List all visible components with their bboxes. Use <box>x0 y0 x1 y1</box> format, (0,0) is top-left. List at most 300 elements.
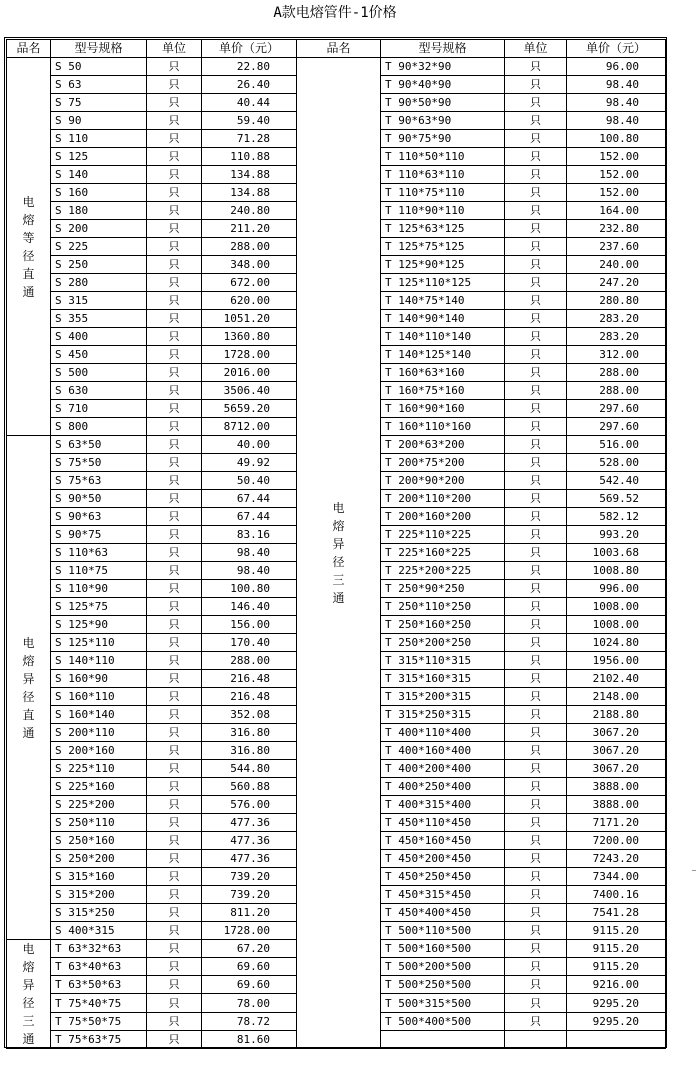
unit-cell: 只 <box>147 472 202 490</box>
spec-cell: T 125*63*125 <box>381 220 505 238</box>
spec-cell: T 110*75*110 <box>381 184 505 202</box>
price-cell: 1008.00 <box>567 598 666 616</box>
spec-cell: S 140*110 <box>51 652 147 670</box>
header-spec-2: 型号规格 <box>381 40 505 58</box>
spec-cell: T 63*50*63 <box>51 976 147 994</box>
spec-cell: T 200*110*200 <box>381 490 505 508</box>
spec-cell: T 90*40*90 <box>381 76 505 94</box>
category-label: 电熔异径直通 <box>22 635 35 740</box>
spec-cell: S 160*90 <box>51 670 147 688</box>
spec-cell: T 75*63*75 <box>51 1030 147 1048</box>
spec-cell: S 315*200 <box>51 886 147 904</box>
price-cell: 69.60 <box>202 976 297 994</box>
unit-cell: 只 <box>505 436 567 454</box>
spec-cell: S 180 <box>51 202 147 220</box>
spec-cell: T 500*250*500 <box>381 976 505 994</box>
spec-cell: T 160*90*160 <box>381 400 505 418</box>
spec-cell: S 250*160 <box>51 832 147 850</box>
unit-cell: 只 <box>147 616 202 634</box>
unit-cell: 只 <box>505 958 567 976</box>
price-cell: 134.88 <box>202 184 297 202</box>
unit-cell: 只 <box>147 94 202 112</box>
header-unit: 单位 <box>147 40 202 58</box>
price-cell: 811.20 <box>202 904 297 922</box>
unit-cell: 只 <box>147 760 202 778</box>
unit-cell: 只 <box>147 922 202 940</box>
price-cell: 9115.20 <box>567 922 666 940</box>
spec-cell: T 125*90*125 <box>381 256 505 274</box>
price-cell: 1728.00 <box>202 922 297 940</box>
spec-cell: T 125*75*125 <box>381 238 505 256</box>
unit-cell: 只 <box>147 1012 202 1030</box>
price-cell: 516.00 <box>567 436 666 454</box>
unit-cell: 只 <box>505 598 567 616</box>
spec-cell: S 800 <box>51 418 147 436</box>
unit-cell: 只 <box>505 184 567 202</box>
price-cell: 7171.20 <box>567 814 666 832</box>
spec-cell: T 315*160*315 <box>381 670 505 688</box>
unit-cell: 只 <box>505 706 567 724</box>
price-cell: 152.00 <box>567 148 666 166</box>
spec-cell: S 90 <box>51 112 147 130</box>
price-cell: 237.60 <box>567 238 666 256</box>
price-cell: 1008.00 <box>567 616 666 634</box>
unit-cell: 只 <box>147 400 202 418</box>
spec-cell: S 500 <box>51 364 147 382</box>
spec-cell: T 400*200*400 <box>381 760 505 778</box>
price-cell: 576.00 <box>202 796 297 814</box>
spec-cell: T 200*75*200 <box>381 454 505 472</box>
price-cell: 582.12 <box>567 508 666 526</box>
spec-cell: S 400 <box>51 328 147 346</box>
unit-cell: 只 <box>505 742 567 760</box>
unit-cell: 只 <box>505 166 567 184</box>
price-cell: 7200.00 <box>567 832 666 850</box>
category-cell <box>7 940 51 1049</box>
unit-cell: 只 <box>505 652 567 670</box>
unit-cell: 只 <box>505 202 567 220</box>
spec-cell: T 125*110*125 <box>381 274 505 292</box>
unit-cell: 只 <box>505 814 567 832</box>
unit-cell: 只 <box>505 310 567 328</box>
spec-cell: S 355 <box>51 310 147 328</box>
spec-cell: T 315*200*315 <box>381 688 505 706</box>
unit-cell: 只 <box>505 796 567 814</box>
price-cell: 9216.00 <box>567 976 666 994</box>
unit-cell: 只 <box>147 562 202 580</box>
price-sheet <box>4 37 667 1048</box>
price-cell: 50.40 <box>202 472 297 490</box>
unit-cell: 只 <box>147 1030 202 1048</box>
price-cell: 100.80 <box>567 130 666 148</box>
spec-cell: S 110*63 <box>51 544 147 562</box>
unit-cell: 只 <box>505 148 567 166</box>
spec-cell: S 75*50 <box>51 454 147 472</box>
spec-cell: T 500*110*500 <box>381 922 505 940</box>
unit-cell: 只 <box>147 238 202 256</box>
price-cell: 477.36 <box>202 814 297 832</box>
unit-cell: 只 <box>505 418 567 436</box>
unit-cell: 只 <box>505 256 567 274</box>
empty-cell <box>381 1030 505 1048</box>
category-label: 电熔异径三通 <box>22 942 35 1046</box>
spec-cell: T 250*200*250 <box>381 634 505 652</box>
unit-cell: 只 <box>147 832 202 850</box>
unit-cell: 只 <box>505 328 567 346</box>
unit-cell: 只 <box>505 130 567 148</box>
price-cell: 993.20 <box>567 526 666 544</box>
unit-cell: 只 <box>147 652 202 670</box>
header-price: 单价（元） <box>202 40 297 58</box>
price-cell: 2148.00 <box>567 688 666 706</box>
price-cell: 288.00 <box>202 238 297 256</box>
unit-cell: 只 <box>505 220 567 238</box>
unit-cell: 只 <box>505 868 567 886</box>
unit-cell: 只 <box>147 454 202 472</box>
unit-cell: 只 <box>505 454 567 472</box>
price-cell: 26.40 <box>202 76 297 94</box>
price-cell: 134.88 <box>202 166 297 184</box>
spec-cell: T 450*160*450 <box>381 832 505 850</box>
price-cell: 672.00 <box>202 274 297 292</box>
spec-cell: S 140 <box>51 166 147 184</box>
unit-cell: 只 <box>505 688 567 706</box>
spec-cell: S 125*90 <box>51 616 147 634</box>
unit-cell: 只 <box>505 994 567 1012</box>
unit-cell: 只 <box>147 346 202 364</box>
spec-cell: S 200*110 <box>51 724 147 742</box>
spec-cell: S 90*50 <box>51 490 147 508</box>
price-cell: 2188.80 <box>567 706 666 724</box>
spec-cell: S 225*160 <box>51 778 147 796</box>
unit-cell: 只 <box>147 706 202 724</box>
spec-cell: T 500*400*500 <box>381 1012 505 1030</box>
price-cell: 98.40 <box>202 544 297 562</box>
spec-cell: T 140*125*140 <box>381 346 505 364</box>
price-cell: 348.00 <box>202 256 297 274</box>
unit-cell: 只 <box>147 670 202 688</box>
spec-cell: T 225*160*225 <box>381 544 505 562</box>
price-cell: 288.00 <box>567 382 666 400</box>
price-cell: 7541.28 <box>567 904 666 922</box>
price-cell: 288.00 <box>202 652 297 670</box>
spec-cell: S 315*250 <box>51 904 147 922</box>
spec-cell: T 250*160*250 <box>381 616 505 634</box>
spec-cell: S 125*75 <box>51 598 147 616</box>
spec-cell: S 160*140 <box>51 706 147 724</box>
price-cell: 569.52 <box>567 490 666 508</box>
price-cell: 71.28 <box>202 130 297 148</box>
price-cell: 2102.40 <box>567 670 666 688</box>
price-cell: 232.80 <box>567 220 666 238</box>
unit-cell: 只 <box>147 724 202 742</box>
price-cell: 477.36 <box>202 850 297 868</box>
price-cell: 3888.00 <box>567 778 666 796</box>
spec-cell: T 110*50*110 <box>381 148 505 166</box>
spec-cell: S 450 <box>51 346 147 364</box>
spec-cell: S 110 <box>51 130 147 148</box>
unit-cell: 只 <box>505 238 567 256</box>
unit-cell: 只 <box>147 436 202 454</box>
price-cell: 110.88 <box>202 148 297 166</box>
price-cell: 1024.80 <box>567 634 666 652</box>
unit-cell: 只 <box>505 562 567 580</box>
unit-cell: 只 <box>505 580 567 598</box>
spec-cell: S 225*110 <box>51 760 147 778</box>
unit-cell: 只 <box>147 184 202 202</box>
spec-cell: S 63*50 <box>51 436 147 454</box>
unit-cell: 只 <box>147 796 202 814</box>
spec-cell: T 315*250*315 <box>381 706 505 724</box>
spec-cell: T 500*315*500 <box>381 994 505 1012</box>
price-cell: 316.80 <box>202 724 297 742</box>
spec-cell: S 90*63 <box>51 508 147 526</box>
price-cell: 40.44 <box>202 94 297 112</box>
spec-cell: T 450*110*450 <box>381 814 505 832</box>
unit-cell: 只 <box>147 850 202 868</box>
category-cell-right <box>297 58 381 1049</box>
spec-cell: S 110*75 <box>51 562 147 580</box>
price-cell: 81.60 <box>202 1030 297 1048</box>
unit-cell: 只 <box>505 922 567 940</box>
spec-cell: S 200*160 <box>51 742 147 760</box>
unit-cell: 只 <box>147 544 202 562</box>
unit-cell: 只 <box>147 814 202 832</box>
price-cell: 316.80 <box>202 742 297 760</box>
price-cell: 98.40 <box>567 94 666 112</box>
unit-cell: 只 <box>147 598 202 616</box>
price-cell: 22.80 <box>202 58 297 76</box>
unit-cell: 只 <box>505 94 567 112</box>
category-cell <box>7 58 51 436</box>
price-cell: 297.60 <box>567 400 666 418</box>
unit-cell: 只 <box>505 364 567 382</box>
spec-cell: S 200 <box>51 220 147 238</box>
price-cell: 164.00 <box>567 202 666 220</box>
header-spec: 型号规格 <box>51 40 147 58</box>
unit-cell: 只 <box>505 850 567 868</box>
spec-cell: T 500*200*500 <box>381 958 505 976</box>
price-cell: 96.00 <box>567 58 666 76</box>
header-row <box>7 40 666 58</box>
spec-cell: S 630 <box>51 382 147 400</box>
unit-cell: 只 <box>505 670 567 688</box>
price-cell: 170.40 <box>202 634 297 652</box>
price-cell: 560.88 <box>202 778 297 796</box>
spec-cell: T 90*50*90 <box>381 94 505 112</box>
price-cell: 297.60 <box>567 418 666 436</box>
price-cell: 247.20 <box>567 274 666 292</box>
price-cell: 216.48 <box>202 688 297 706</box>
spec-cell: T 500*160*500 <box>381 940 505 958</box>
spec-cell: S 250 <box>51 256 147 274</box>
table-row <box>7 58 666 76</box>
header-unit-2: 单位 <box>505 40 567 58</box>
spec-cell: S 400*315 <box>51 922 147 940</box>
price-cell: 100.80 <box>202 580 297 598</box>
spec-cell: S 315 <box>51 292 147 310</box>
unit-cell: 只 <box>147 526 202 544</box>
unit-cell: 只 <box>505 400 567 418</box>
spec-cell: S 75 <box>51 94 147 112</box>
price-cell: 3506.40 <box>202 382 297 400</box>
spec-cell: T 450*250*450 <box>381 868 505 886</box>
spec-cell: T 400*110*400 <box>381 724 505 742</box>
unit-cell: 只 <box>147 364 202 382</box>
unit-cell: 只 <box>147 148 202 166</box>
unit-cell: 只 <box>147 220 202 238</box>
spec-cell: T 110*90*110 <box>381 202 505 220</box>
price-cell: 8712.00 <box>202 418 297 436</box>
header-product-name: 品名 <box>7 40 51 58</box>
unit-cell: 只 <box>147 256 202 274</box>
price-cell: 240.80 <box>202 202 297 220</box>
price-cell: 528.00 <box>567 454 666 472</box>
spec-cell: S 160 <box>51 184 147 202</box>
unit-cell: 只 <box>505 292 567 310</box>
price-cell: 1956.00 <box>567 652 666 670</box>
price-cell: 996.00 <box>567 580 666 598</box>
spec-cell: S 315*160 <box>51 868 147 886</box>
price-cell: 620.00 <box>202 292 297 310</box>
unit-cell: 只 <box>147 202 202 220</box>
empty-cell <box>505 1030 567 1048</box>
price-cell: 9295.20 <box>567 1012 666 1030</box>
price-cell: 542.40 <box>567 472 666 490</box>
spec-cell: S 710 <box>51 400 147 418</box>
price-cell: 280.80 <box>567 292 666 310</box>
spec-cell: S 110*90 <box>51 580 147 598</box>
spec-cell: T 400*160*400 <box>381 742 505 760</box>
price-cell: 40.00 <box>202 436 297 454</box>
price-cell: 9115.20 <box>567 958 666 976</box>
unit-cell: 只 <box>505 616 567 634</box>
unit-cell: 只 <box>505 382 567 400</box>
unit-cell: 只 <box>505 490 567 508</box>
price-cell: 739.20 <box>202 868 297 886</box>
page-edge-mark <box>692 870 696 871</box>
spec-cell: T 400*250*400 <box>381 778 505 796</box>
spec-cell: S 280 <box>51 274 147 292</box>
spec-cell: T 225*110*225 <box>381 526 505 544</box>
price-cell: 9295.20 <box>567 994 666 1012</box>
spec-cell: S 90*75 <box>51 526 147 544</box>
unit-cell: 只 <box>505 886 567 904</box>
price-cell: 5659.20 <box>202 400 297 418</box>
price-cell: 283.20 <box>567 328 666 346</box>
price-cell: 1360.80 <box>202 328 297 346</box>
price-cell: 98.40 <box>202 562 297 580</box>
price-cell: 83.16 <box>202 526 297 544</box>
spec-cell: T 160*75*160 <box>381 382 505 400</box>
price-cell: 312.00 <box>567 346 666 364</box>
price-cell: 146.40 <box>202 598 297 616</box>
price-cell: 9115.20 <box>567 940 666 958</box>
spec-cell: S 75*63 <box>51 472 147 490</box>
unit-cell: 只 <box>147 580 202 598</box>
unit-cell: 只 <box>147 418 202 436</box>
unit-cell: 只 <box>505 472 567 490</box>
price-cell: 544.80 <box>202 760 297 778</box>
price-cell: 7344.00 <box>567 868 666 886</box>
unit-cell: 只 <box>147 634 202 652</box>
spec-cell: T 110*63*110 <box>381 166 505 184</box>
spec-cell: T 400*315*400 <box>381 796 505 814</box>
spec-cell: T 75*50*75 <box>51 1012 147 1030</box>
price-cell: 477.36 <box>202 832 297 850</box>
unit-cell: 只 <box>147 274 202 292</box>
unit-cell: 只 <box>505 778 567 796</box>
unit-cell: 只 <box>505 76 567 94</box>
spec-cell: S 250*110 <box>51 814 147 832</box>
spec-cell: T 200*63*200 <box>381 436 505 454</box>
price-cell: 67.44 <box>202 490 297 508</box>
unit-cell: 只 <box>505 1012 567 1030</box>
spec-cell: S 250*200 <box>51 850 147 868</box>
price-cell: 3067.20 <box>567 760 666 778</box>
spec-cell: S 125 <box>51 148 147 166</box>
spec-cell: T 450*315*450 <box>381 886 505 904</box>
spec-cell: T 63*32*63 <box>51 940 147 958</box>
unit-cell: 只 <box>505 904 567 922</box>
spec-cell: S 125*110 <box>51 634 147 652</box>
price-cell: 156.00 <box>202 616 297 634</box>
unit-cell: 只 <box>505 58 567 76</box>
price-cell: 211.20 <box>202 220 297 238</box>
unit-cell: 只 <box>147 742 202 760</box>
unit-cell: 只 <box>147 328 202 346</box>
price-cell: 352.08 <box>202 706 297 724</box>
unit-cell: 只 <box>505 508 567 526</box>
price-cell: 98.40 <box>567 76 666 94</box>
unit-cell: 只 <box>147 994 202 1012</box>
unit-cell: 只 <box>147 292 202 310</box>
category-label: 电熔异径三通 <box>332 501 345 605</box>
spec-cell: S 160*110 <box>51 688 147 706</box>
price-cell: 152.00 <box>567 166 666 184</box>
unit-cell: 只 <box>147 76 202 94</box>
spec-cell: T 90*75*90 <box>381 130 505 148</box>
unit-cell: 只 <box>147 868 202 886</box>
spec-cell: T 63*40*63 <box>51 958 147 976</box>
price-cell: 98.40 <box>567 112 666 130</box>
unit-cell: 只 <box>505 724 567 742</box>
price-cell: 3888.00 <box>567 796 666 814</box>
price-cell: 67.20 <box>202 940 297 958</box>
price-cell: 7400.16 <box>567 886 666 904</box>
table-body <box>7 58 666 1049</box>
price-cell: 67.44 <box>202 508 297 526</box>
unit-cell: 只 <box>505 346 567 364</box>
header-product-name-2: 品名 <box>297 40 381 58</box>
empty-cell <box>567 1030 666 1048</box>
spec-cell: T 250*110*250 <box>381 598 505 616</box>
unit-cell: 只 <box>147 976 202 994</box>
spec-cell: S 63 <box>51 76 147 94</box>
spec-cell: S 50 <box>51 58 147 76</box>
unit-cell: 只 <box>147 904 202 922</box>
price-cell: 1728.00 <box>202 346 297 364</box>
spec-cell: T 140*110*140 <box>381 328 505 346</box>
unit-cell: 只 <box>147 382 202 400</box>
price-cell: 7243.20 <box>567 850 666 868</box>
spec-cell: T 140*75*140 <box>381 292 505 310</box>
spec-cell: T 90*32*90 <box>381 58 505 76</box>
unit-cell: 只 <box>505 274 567 292</box>
price-cell: 216.48 <box>202 670 297 688</box>
unit-cell: 只 <box>147 130 202 148</box>
spec-cell: T 450*400*450 <box>381 904 505 922</box>
